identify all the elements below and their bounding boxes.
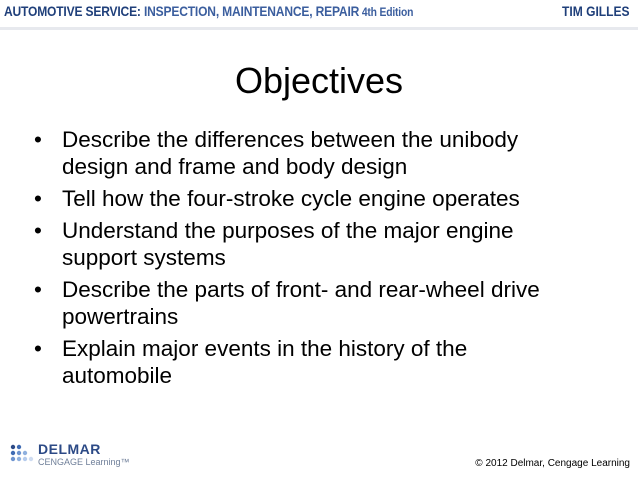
author-name: TIM GILLES bbox=[562, 3, 630, 19]
bullet-line: Describe the parts of front- and rear-wheel drive bbox=[62, 277, 540, 302]
bullet-item bbox=[28, 217, 618, 271]
delmar-dots-icon bbox=[8, 442, 36, 468]
bullet-line: automobile bbox=[62, 363, 173, 388]
book-title-main: AUTOMOTIVE SERVICE: bbox=[4, 3, 141, 19]
bullet-item bbox=[28, 276, 618, 330]
logo-name: DELMAR bbox=[38, 441, 101, 457]
bullet-icon: • bbox=[34, 218, 42, 243]
copyright-notice: © 2012 Delmar, Cengage Learning bbox=[475, 458, 630, 469]
book-title-subtitle: INSPECTION, MAINTENANCE, REPAIR bbox=[140, 3, 360, 19]
bullet-line: Tell how the four-stroke cycle engine operates bbox=[62, 186, 520, 211]
slide-title: Objectives bbox=[234, 60, 404, 101]
bullet-line: powertrains bbox=[62, 304, 179, 329]
slide-header bbox=[0, 0, 638, 26]
logo-trademark: ™ bbox=[120, 457, 130, 467]
delmar-logo bbox=[8, 440, 128, 470]
bullet-item bbox=[28, 126, 618, 180]
bullet-icon: • bbox=[34, 277, 42, 302]
logo-sub-text: CENGAGE Learning bbox=[38, 457, 121, 467]
objectives-list bbox=[28, 126, 618, 394]
bullet-line: support systems bbox=[62, 245, 226, 270]
bullet-line: Explain major events in the history of the bbox=[62, 336, 468, 361]
bullet-line: design and frame and body design bbox=[62, 154, 408, 179]
logo-subtitle bbox=[38, 457, 130, 467]
book-title bbox=[4, 3, 413, 19]
bullet-line: Understand the purposes of the major engine bbox=[62, 218, 514, 243]
book-edition: 4th Edition bbox=[359, 5, 414, 19]
bullet-icon: • bbox=[34, 127, 42, 152]
bullet-icon: • bbox=[34, 186, 42, 211]
bullet-icon: • bbox=[34, 336, 42, 361]
bullet-item bbox=[28, 335, 618, 389]
bullet-line: Describe the differences between the unibody bbox=[62, 127, 519, 152]
bullet-item bbox=[28, 185, 618, 212]
header-divider bbox=[0, 27, 638, 30]
